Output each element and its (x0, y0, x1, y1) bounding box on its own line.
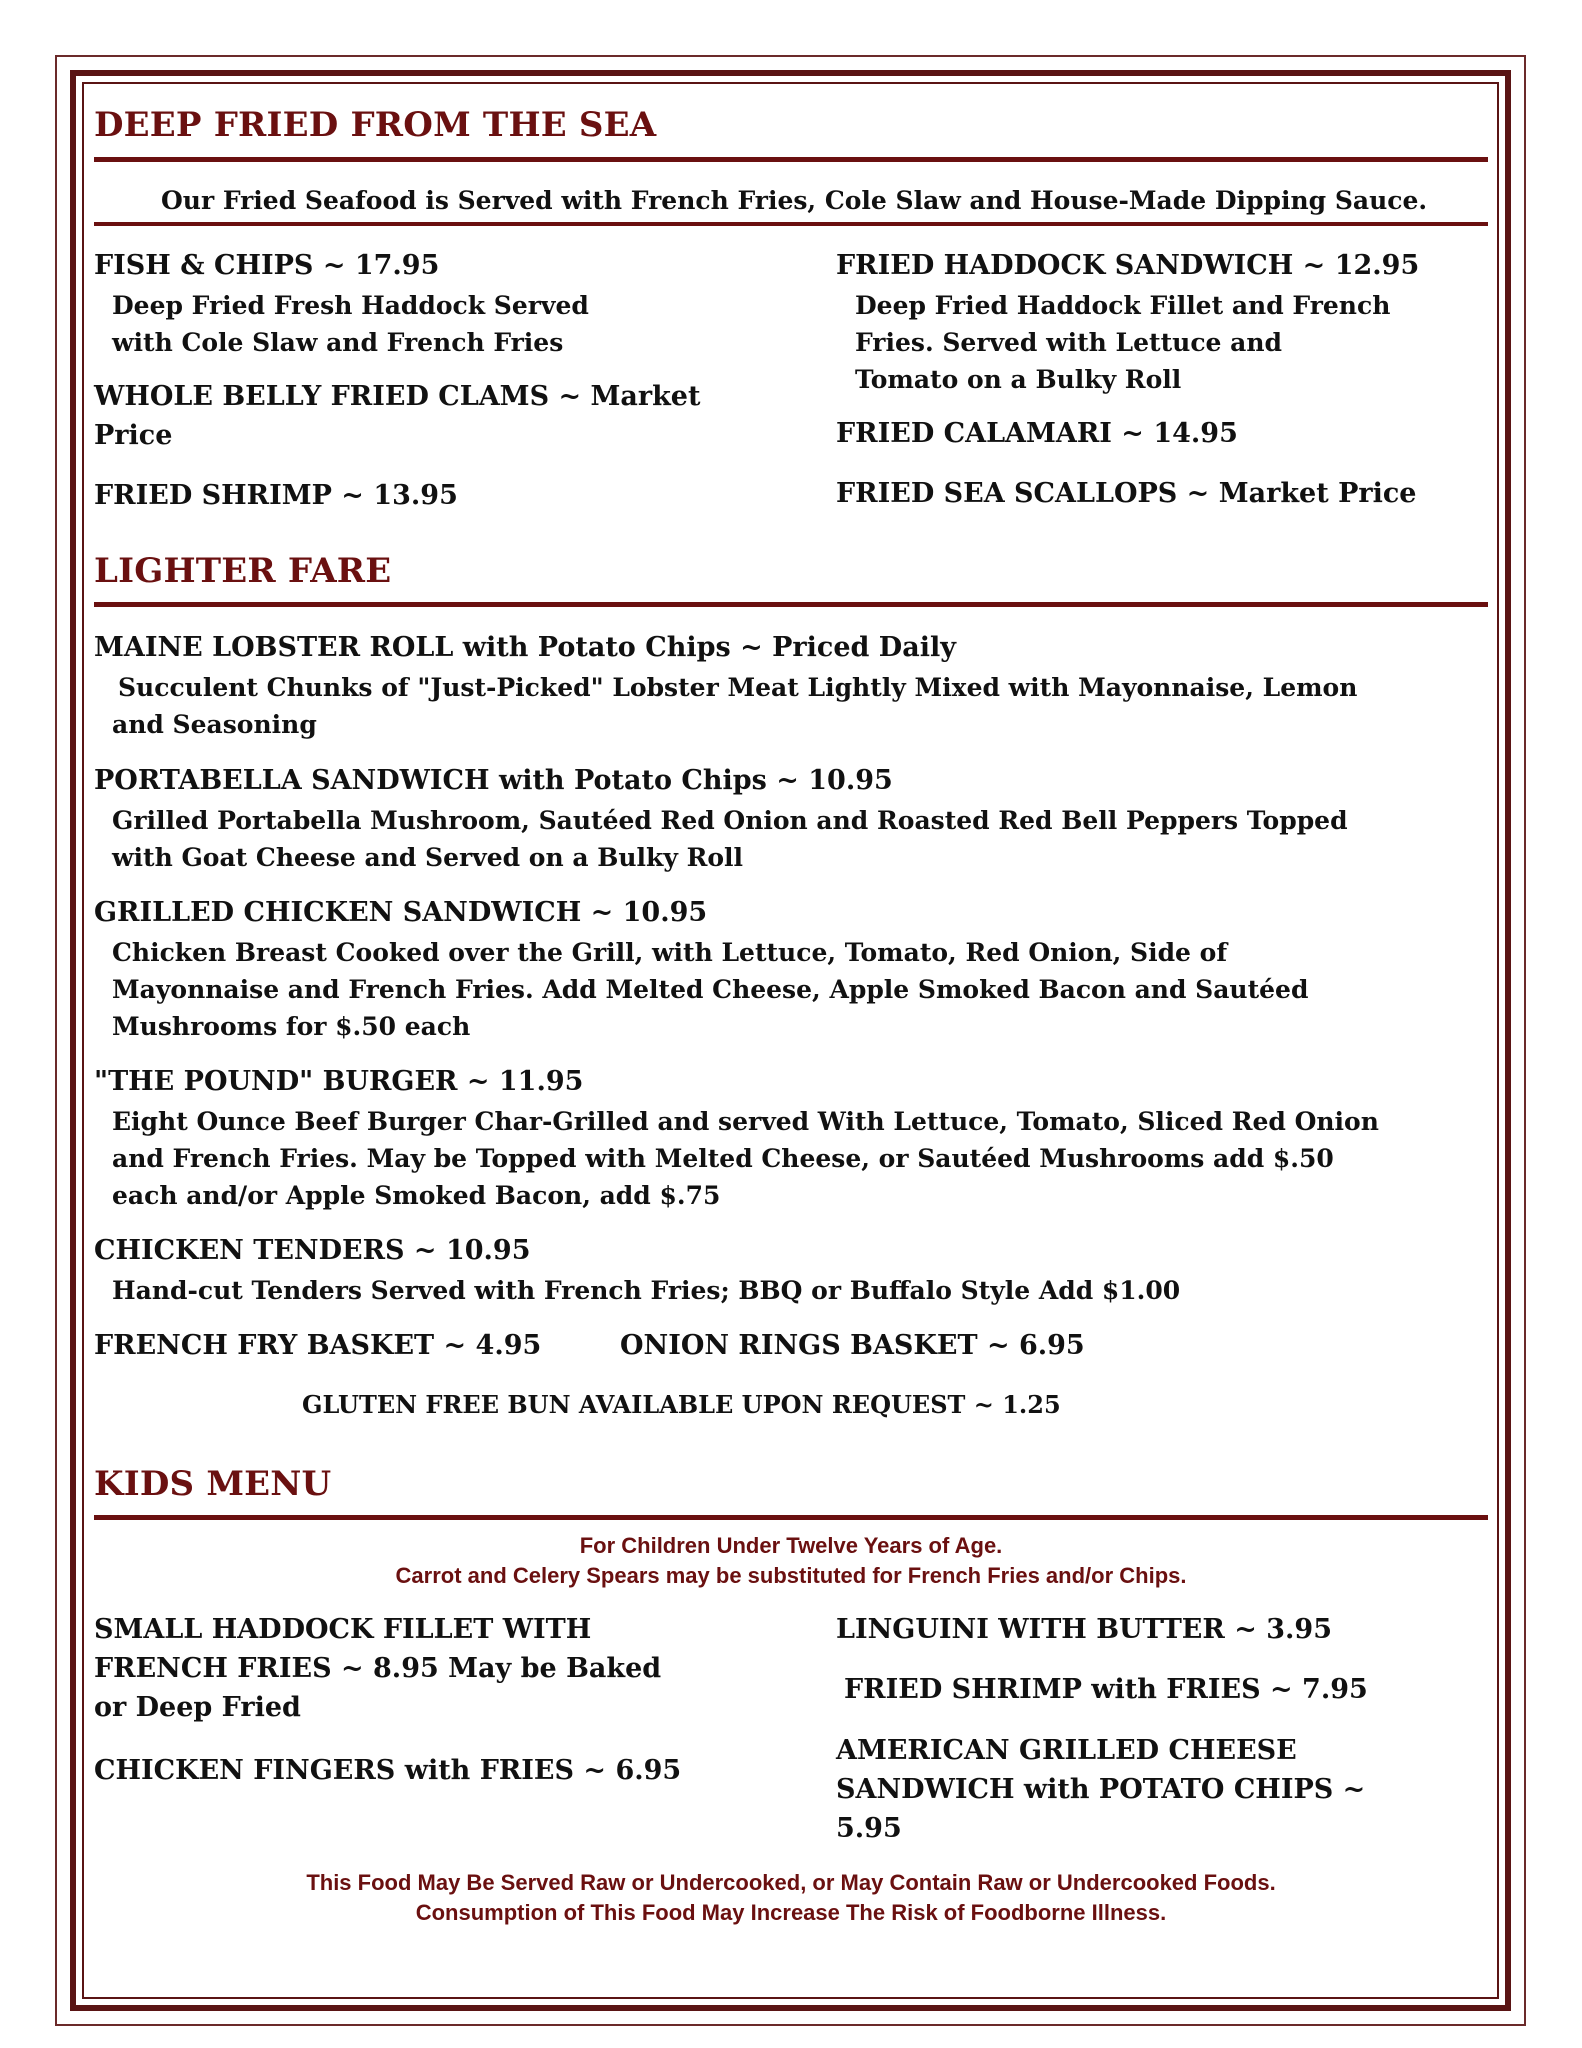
sea-served-note: Our Fried Seafood is Served with French Fries, Cole Slaw and House-Made Dipping Sauce. (161, 186, 1428, 215)
item-description: Mayonnaise and French Fries. Add Melted Cheese, Apple Smoked Bacon and Sautéed (112, 975, 1309, 1004)
menu-item-kids-grilled-cheese: AMERICAN GRILLED CHEESE (836, 1735, 1297, 1766)
menu-item-kids-linguini: LINGUINI WITH BUTTER ~ 3.95 (836, 1614, 1332, 1645)
item-description: Eight Ounce Beef Burger Char-Grilled and served With Lettuce, Tomato, Sliced Red Onion (112, 1107, 1379, 1136)
item-description: with Cole Slaw and French Fries (112, 328, 564, 357)
menu-item-kids-haddock-line2: FRENCH FRIES ~ 8.95 May be Baked (94, 1653, 662, 1684)
gluten-free-note: GLUTEN FREE BUN AVAILABLE UPON REQUEST ~ 1.25 (302, 1390, 1061, 1419)
menu-item-kids-haddock: SMALL HADDOCK FILLET WITH (94, 1614, 592, 1645)
menu-item-kids-grilled-cheese-line3: 5.95 (836, 1813, 902, 1844)
item-description: and Seasoning (112, 710, 317, 739)
item-description: with Goat Cheese and Served on a Bulky Roll (112, 843, 744, 872)
item-description: Deep Fried Haddock Fillet and French (855, 291, 1391, 320)
food-safety-warning-line2: Consumption of This Food May Increase The Risk of Foodborne Illness. (415, 1900, 1167, 1925)
item-description: Succulent Chunks of "Just-Picked" Lobster Meat Lightly Mixed with Mayonnaise, Lemon (118, 673, 1358, 702)
item-description: and French Fries. May be Topped with Melted Cheese, or Sautéed Mushrooms add $.50 (112, 1144, 1334, 1173)
section-title-kids: KIDS MENU (94, 1464, 332, 1504)
food-safety-warning: This Food May Be Served Raw or Undercooked, or May Contain Raw or Undercooked Foods. (306, 1870, 1276, 1895)
menu-item-haddock-sandwich: FRIED HADDOCK SANDWICH ~ 12.95 (836, 250, 1420, 281)
item-description: Fries. Served with Lettuce and (855, 328, 1283, 357)
menu-item-lobster-roll: MAINE LOBSTER ROLL with Potato Chips ~ Priced Daily (94, 632, 956, 663)
menu-item-kids-chicken-fingers: CHICKEN FINGERS with FRIES ~ 6.95 (94, 1755, 682, 1786)
item-description: Hand-cut Tenders Served with French Fries; BBQ or Buffalo Style Add $1.00 (112, 1276, 1181, 1305)
item-description: Grilled Portabella Mushroom, Sautéed Red Onion and Roasted Red Bell Peppers Topped (112, 806, 1348, 835)
menu-item-sea-scallops: FRIED SEA SCALLOPS ~ Market Price (836, 478, 1417, 509)
section-rule (94, 602, 1488, 607)
section-title-sea: DEEP FRIED FROM THE SEA (94, 105, 657, 145)
menu-item-chicken-tenders: CHICKEN TENDERS ~ 10.95 (94, 1235, 531, 1266)
item-description: each and/or Apple Smoked Bacon, add $.75 (112, 1181, 721, 1210)
section-rule (94, 222, 1488, 226)
menu-item-pound-burger: "THE POUND" BURGER ~ 11.95 (94, 1066, 584, 1097)
menu-item-fish-chips: FISH & CHIPS ~ 17.95 (94, 250, 440, 281)
item-description: Tomato on a Bulky Roll (855, 365, 1182, 394)
menu-item-chicken-sandwich: GRILLED CHICKEN SANDWICH ~ 10.95 (94, 897, 708, 928)
menu-item-kids-haddock-line3: or Deep Fried (94, 1692, 301, 1723)
kids-age-note: For Children Under Twelve Years of Age. (579, 1533, 1003, 1558)
kids-substitution-note: Carrot and Celery Spears may be substituted for French Fries and/or Chips. (395, 1563, 1187, 1588)
menu-item-fried-clams: WHOLE BELLY FRIED CLAMS ~ Market (94, 381, 701, 412)
menu-item-fried-clams-price: Price (94, 420, 173, 451)
menu-item-kids-shrimp: FRIED SHRIMP with FRIES ~ 7.95 (844, 1674, 1368, 1705)
menu-item-french-fry-basket: FRENCH FRY BASKET ~ 4.95 (94, 1330, 542, 1361)
menu-item-kids-grilled-cheese-line2: SANDWICH with POTATO CHIPS ~ (836, 1774, 1366, 1805)
item-description: Mushrooms for $.50 each (112, 1012, 471, 1041)
menu-item-portabella: PORTABELLA SANDWICH with Potato Chips ~ 10.95 (94, 765, 893, 796)
item-description: Deep Fried Fresh Haddock Served (112, 291, 589, 320)
section-title-lighter: LIGHTER FARE (94, 551, 392, 591)
menu-item-calamari: FRIED CALAMARI ~ 14.95 (836, 418, 1238, 449)
menu-item-fried-shrimp: FRIED SHRIMP ~ 13.95 (94, 480, 458, 511)
menu-item-onion-rings-basket: ONION RINGS BASKET ~ 6.95 (620, 1330, 1085, 1361)
item-description: Chicken Breast Cooked over the Grill, with Lettuce, Tomato, Red Onion, Side of (112, 938, 1228, 967)
section-rule (94, 1515, 1488, 1520)
section-rule (94, 157, 1488, 162)
